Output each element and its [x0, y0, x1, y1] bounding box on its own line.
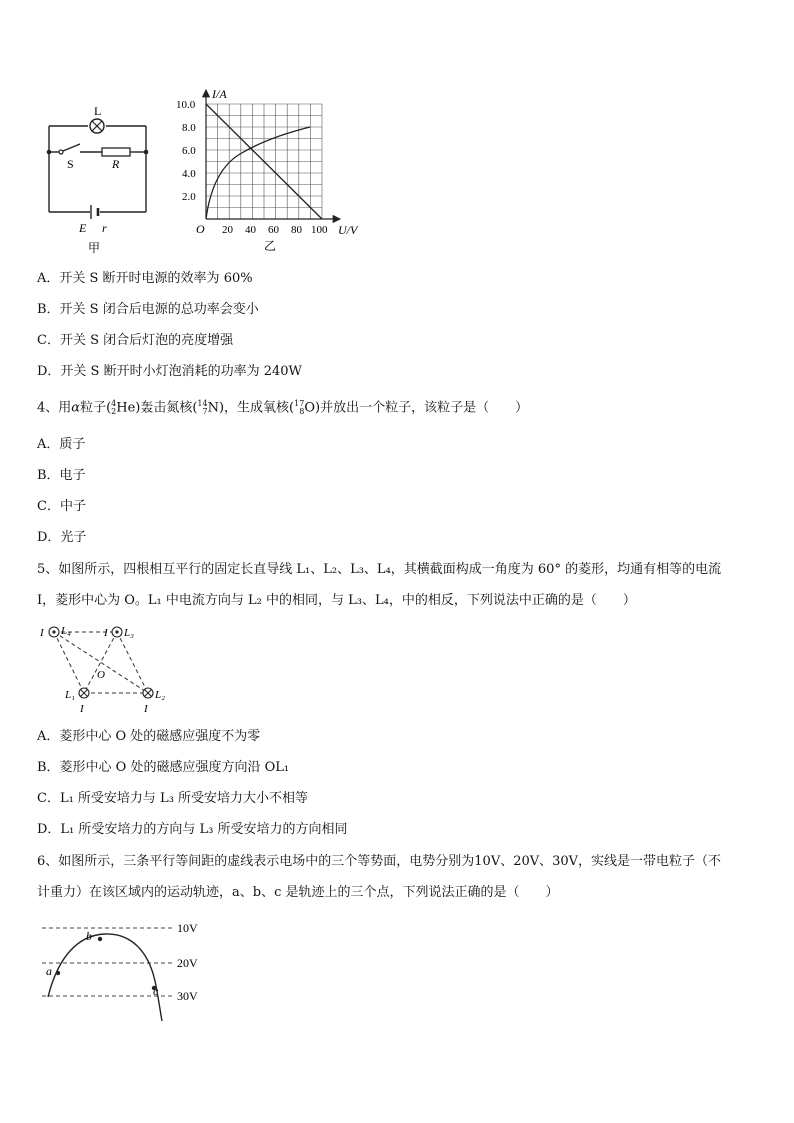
- oxygen-nuclide: 17 8: [294, 399, 305, 416]
- nitrogen-nuclide: 14 7: [197, 399, 208, 416]
- graph-caption: 乙: [264, 239, 277, 253]
- battery-symbol: [91, 205, 98, 219]
- q4-option-a: A．质子: [37, 437, 86, 452]
- resistor-label: R: [112, 157, 120, 171]
- lamp-label: L: [94, 104, 102, 118]
- q5-option-c: C．L₁ 所受安培力与 L₃ 所受安培力大小不相等: [37, 791, 309, 806]
- iu-graph: [172, 84, 372, 254]
- y-tick-label: 2.0: [182, 191, 196, 203]
- q5-option-b: B．菱形中心 O 处的磁感应强度方向沿 OL₁: [37, 760, 290, 775]
- x-tick-label: 100: [311, 224, 328, 236]
- q5-stem-line1: 5、如图所示，四根相互平行的固定长直导线 L₁、L₂、L₃、L₄，其横截面构成一角度为 60° 的菱形，均通有相等的电流: [37, 562, 722, 577]
- y-tick-label: 6.0: [182, 145, 196, 157]
- switch-symbol: [59, 144, 80, 154]
- q3-option-a: A．开关 S 断开时电源的效率为 60%: [37, 271, 253, 286]
- x-tick-label: 80: [291, 224, 302, 236]
- l3-label: L₃: [124, 627, 134, 639]
- current-label-l3: I: [104, 627, 108, 639]
- wire-l1-in-icon: [79, 688, 89, 698]
- y-tick-label: 4.0: [182, 168, 196, 180]
- wire-l4-out-icon: [49, 627, 59, 637]
- q4-stem: 4、用α粒子(4 2He)轰击氮核(14 7N)，生成氧核(17 8O)并放出一个粒子，该粒子是（ ）: [37, 399, 529, 416]
- rhombus-wires-diagram: [38, 620, 178, 715]
- center-o-label: O: [97, 669, 105, 681]
- current-label-l4: I: [40, 627, 44, 639]
- lamp-symbol: [90, 119, 104, 133]
- wire-l3-out-icon: [112, 627, 122, 637]
- q3-option-b: B．开关 S 闭合后电源的总功率会变小: [37, 302, 259, 317]
- q5-option-a: A．菱形中心 O 处的磁感应强度不为零: [37, 729, 261, 744]
- q5-stem-line2: I，菱形中心为 O。L₁ 中电流方向与 L₂ 中的相同，与 L₃、L₄，中的相反，下列说法中正确的是（ ）: [37, 593, 636, 608]
- point-b-label: b: [86, 929, 92, 943]
- point-b: [98, 937, 102, 941]
- point-a: [56, 971, 60, 975]
- emf-label: E: [79, 221, 87, 235]
- q4-option-c: C．中子: [37, 499, 86, 514]
- q3-option-d: D．开关 S 断开时小灯泡消耗的功率为 240W: [37, 364, 302, 379]
- helium-nuclide: 4 2: [111, 399, 117, 416]
- x-axis-label: U/V: [338, 223, 358, 237]
- l4-label: L₄: [61, 625, 71, 637]
- resistor-symbol: [102, 148, 130, 156]
- q4-option-d: D．光子: [37, 530, 87, 545]
- wire-l2-in-icon: [143, 688, 153, 698]
- particle-trajectory: [48, 934, 162, 1021]
- y-tick-label: 10.0: [176, 99, 196, 111]
- circuit-diagram: [40, 100, 160, 255]
- y-tick-label: 8.0: [182, 122, 196, 134]
- circuit-caption: 甲: [88, 241, 101, 255]
- current-label-l1: I: [80, 703, 84, 715]
- x-tick-label: 60: [268, 224, 279, 236]
- potential-10v-label: 10V: [177, 921, 198, 935]
- point-a-label: a: [46, 964, 52, 978]
- y-axis-label: I/A: [212, 87, 227, 101]
- l1-label: L₁: [65, 689, 75, 701]
- point-c-label: c: [153, 984, 159, 998]
- q6-stem-line2: 计重力）在该区域内的运动轨迹，a、b、c 是轨迹上的三个点，下列说法正确的是（ ）: [37, 885, 559, 900]
- internal-resistance-label: r: [102, 221, 107, 235]
- q4-option-b: B．电子: [37, 468, 86, 483]
- potential-30v-label: 30V: [177, 989, 198, 1003]
- origin-label: O: [196, 222, 205, 236]
- equipotential-diagram: [40, 915, 220, 1025]
- current-label-l2: I: [144, 703, 148, 715]
- potential-20v-label: 20V: [177, 956, 198, 970]
- x-tick-label: 40: [245, 224, 256, 236]
- switch-label: S: [67, 157, 74, 171]
- x-tick-label: 20: [222, 224, 233, 236]
- q5-option-d: D．L₁ 所受安培力的方向与 L₃ 所受安培力的方向相同: [37, 822, 348, 837]
- q3-option-c: C．开关 S 闭合后灯泡的亮度增强: [37, 333, 234, 348]
- l2-label: L₂: [155, 689, 165, 701]
- q6-stem-line1: 6、如图所示，三条平行等间距的虚线表示电场中的三个等势面，电势分别为10V、20V、30V，实线是一带电粒子（不: [37, 854, 722, 869]
